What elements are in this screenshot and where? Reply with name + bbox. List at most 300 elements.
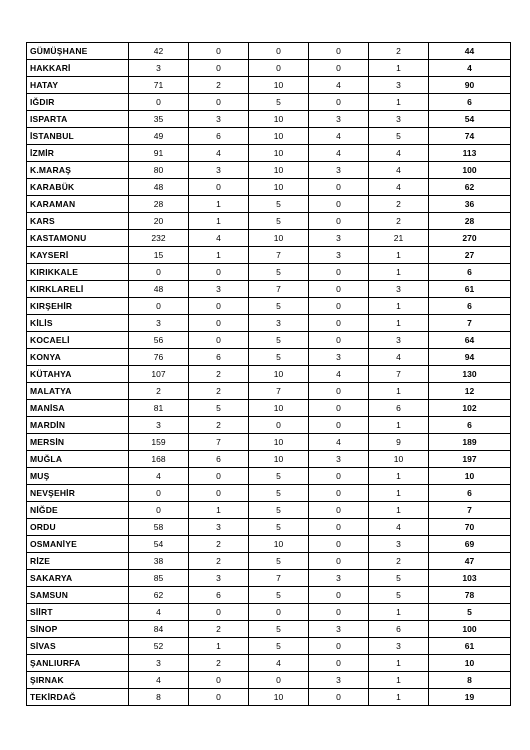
value-cell: 2: [369, 213, 429, 230]
value-cell: 62: [129, 587, 189, 604]
value-cell: 2: [189, 417, 249, 434]
value-cell: 35: [129, 111, 189, 128]
total-cell: 78: [429, 587, 511, 604]
value-cell: 0: [309, 179, 369, 196]
table-row: [27, 621, 511, 638]
value-cell: 0: [189, 672, 249, 689]
value-cell: 3: [129, 60, 189, 77]
province-name-cell: İSTANBUL: [27, 128, 129, 145]
value-cell: 0: [249, 417, 309, 434]
table-row: [27, 77, 511, 94]
province-name-cell: KASTAMONU: [27, 230, 129, 247]
total-cell: 47: [429, 553, 511, 570]
value-cell: 6: [189, 349, 249, 366]
table-row: [27, 230, 511, 247]
province-name-cell: MUŞ: [27, 468, 129, 485]
province-name-cell: ISPARTA: [27, 111, 129, 128]
value-cell: 2: [189, 621, 249, 638]
value-cell: 1: [369, 94, 429, 111]
total-cell: 6: [429, 298, 511, 315]
value-cell: 3: [309, 621, 369, 638]
province-name-cell: KIRŞEHİR: [27, 298, 129, 315]
value-cell: 0: [189, 43, 249, 60]
province-name-cell: IĞDIR: [27, 94, 129, 111]
province-name-cell: SİİRT: [27, 604, 129, 621]
province-name-cell: KAYSERİ: [27, 247, 129, 264]
value-cell: 48: [129, 179, 189, 196]
value-cell: 3: [189, 570, 249, 587]
value-cell: 4: [309, 366, 369, 383]
value-cell: 0: [249, 672, 309, 689]
value-cell: 48: [129, 281, 189, 298]
value-cell: 6: [369, 621, 429, 638]
value-cell: 9: [369, 434, 429, 451]
value-cell: 3: [189, 111, 249, 128]
table-row: [27, 434, 511, 451]
value-cell: 0: [309, 196, 369, 213]
province-name-cell: SİNOP: [27, 621, 129, 638]
value-cell: 3: [129, 315, 189, 332]
province-name-cell: MANİSA: [27, 400, 129, 417]
table-row: [27, 179, 511, 196]
total-cell: 6: [429, 94, 511, 111]
value-cell: 80: [129, 162, 189, 179]
table-row: [27, 145, 511, 162]
value-cell: 3: [369, 111, 429, 128]
table-row: [27, 60, 511, 77]
total-cell: 4: [429, 60, 511, 77]
value-cell: 5: [369, 587, 429, 604]
province-name-cell: GÜMÜŞHANE: [27, 43, 129, 60]
province-name-cell: ŞIRNAK: [27, 672, 129, 689]
province-name-cell: İZMİR: [27, 145, 129, 162]
value-cell: 5: [249, 298, 309, 315]
value-cell: 2: [189, 553, 249, 570]
total-cell: 10: [429, 655, 511, 672]
value-cell: 1: [369, 247, 429, 264]
total-cell: 12: [429, 383, 511, 400]
total-cell: 61: [429, 281, 511, 298]
value-cell: 4: [189, 145, 249, 162]
total-cell: 28: [429, 213, 511, 230]
total-cell: 54: [429, 111, 511, 128]
value-cell: 8: [129, 689, 189, 706]
value-cell: 4: [369, 145, 429, 162]
value-cell: 0: [309, 502, 369, 519]
table-row: [27, 332, 511, 349]
table-row: [27, 43, 511, 60]
table-row: [27, 519, 511, 536]
table-row: [27, 400, 511, 417]
value-cell: 5: [249, 587, 309, 604]
value-cell: 4: [309, 145, 369, 162]
value-cell: 3: [309, 247, 369, 264]
value-cell: 0: [129, 502, 189, 519]
province-name-cell: KARS: [27, 213, 129, 230]
value-cell: 2: [189, 655, 249, 672]
province-name-cell: TEKİRDAĞ: [27, 689, 129, 706]
total-cell: 189: [429, 434, 511, 451]
value-cell: 4: [369, 519, 429, 536]
value-cell: 3: [369, 77, 429, 94]
value-cell: 0: [249, 604, 309, 621]
table-row: [27, 468, 511, 485]
value-cell: 4: [129, 468, 189, 485]
province-name-cell: NİĞDE: [27, 502, 129, 519]
province-name-cell: KARAMAN: [27, 196, 129, 213]
table-row: [27, 604, 511, 621]
value-cell: 0: [189, 60, 249, 77]
value-cell: 0: [309, 417, 369, 434]
value-cell: 5: [249, 349, 309, 366]
value-cell: 1: [369, 502, 429, 519]
value-cell: 1: [189, 247, 249, 264]
value-cell: 3: [189, 281, 249, 298]
total-cell: 5: [429, 604, 511, 621]
total-cell: 113: [429, 145, 511, 162]
value-cell: 3: [189, 162, 249, 179]
value-cell: 91: [129, 145, 189, 162]
value-cell: 6: [189, 451, 249, 468]
value-cell: 0: [189, 468, 249, 485]
value-cell: 4: [369, 349, 429, 366]
value-cell: 3: [369, 332, 429, 349]
value-cell: 10: [249, 145, 309, 162]
value-cell: 4: [369, 179, 429, 196]
value-cell: 10: [249, 111, 309, 128]
value-cell: 0: [309, 468, 369, 485]
value-cell: 0: [189, 264, 249, 281]
value-cell: 10: [249, 536, 309, 553]
value-cell: 10: [249, 689, 309, 706]
table-body: [27, 43, 511, 706]
value-cell: 1: [189, 196, 249, 213]
value-cell: 4: [129, 604, 189, 621]
value-cell: 2: [189, 383, 249, 400]
value-cell: 0: [189, 298, 249, 315]
value-cell: 1: [369, 417, 429, 434]
value-cell: 1: [189, 638, 249, 655]
value-cell: 38: [129, 553, 189, 570]
total-cell: 102: [429, 400, 511, 417]
value-cell: 10: [249, 400, 309, 417]
value-cell: 0: [309, 332, 369, 349]
province-name-cell: OSMANİYE: [27, 536, 129, 553]
province-name-cell: KOCAELİ: [27, 332, 129, 349]
table-row: [27, 553, 511, 570]
province-name-cell: KIRIKKALE: [27, 264, 129, 281]
table-row: [27, 536, 511, 553]
table-row: [27, 638, 511, 655]
value-cell: 2: [369, 553, 429, 570]
value-cell: 0: [129, 94, 189, 111]
value-cell: 7: [249, 281, 309, 298]
table-row: [27, 264, 511, 281]
province-name-cell: KARABÜK: [27, 179, 129, 196]
value-cell: 7: [189, 434, 249, 451]
value-cell: 0: [309, 315, 369, 332]
table-row: [27, 587, 511, 604]
value-cell: 0: [309, 638, 369, 655]
value-cell: 0: [309, 43, 369, 60]
total-cell: 6: [429, 417, 511, 434]
value-cell: 5: [369, 128, 429, 145]
province-name-cell: NEVŞEHİR: [27, 485, 129, 502]
value-cell: 168: [129, 451, 189, 468]
table-row: [27, 502, 511, 519]
province-name-cell: MERSİN: [27, 434, 129, 451]
value-cell: 3: [309, 230, 369, 247]
value-cell: 5: [249, 502, 309, 519]
value-cell: 2: [189, 536, 249, 553]
value-cell: 0: [309, 604, 369, 621]
total-cell: 197: [429, 451, 511, 468]
total-cell: 10: [429, 468, 511, 485]
table-row: [27, 111, 511, 128]
value-cell: 85: [129, 570, 189, 587]
province-name-cell: MARDİN: [27, 417, 129, 434]
value-cell: 0: [309, 264, 369, 281]
value-cell: 5: [249, 264, 309, 281]
table-row: [27, 298, 511, 315]
total-cell: 19: [429, 689, 511, 706]
value-cell: 0: [309, 60, 369, 77]
table-row: [27, 94, 511, 111]
value-cell: 0: [189, 604, 249, 621]
province-name-cell: K.MARAŞ: [27, 162, 129, 179]
value-cell: 0: [189, 485, 249, 502]
value-cell: 6: [369, 400, 429, 417]
province-name-cell: HATAY: [27, 77, 129, 94]
value-cell: 0: [309, 587, 369, 604]
value-cell: 4: [249, 655, 309, 672]
value-cell: 10: [249, 451, 309, 468]
value-cell: 0: [249, 43, 309, 60]
value-cell: 2: [129, 383, 189, 400]
table-row: [27, 128, 511, 145]
value-cell: 0: [309, 655, 369, 672]
value-cell: 1: [369, 60, 429, 77]
value-cell: 3: [309, 162, 369, 179]
value-cell: 1: [189, 502, 249, 519]
value-cell: 3: [309, 451, 369, 468]
province-name-cell: KONYA: [27, 349, 129, 366]
total-cell: 8: [429, 672, 511, 689]
value-cell: 0: [309, 519, 369, 536]
value-cell: 0: [189, 315, 249, 332]
value-cell: 3: [249, 315, 309, 332]
value-cell: 10: [249, 434, 309, 451]
value-cell: 159: [129, 434, 189, 451]
value-cell: 1: [369, 689, 429, 706]
value-cell: 4: [309, 434, 369, 451]
value-cell: 0: [309, 94, 369, 111]
value-cell: 5: [249, 94, 309, 111]
value-cell: 5: [369, 570, 429, 587]
table-row: [27, 383, 511, 400]
total-cell: 6: [429, 485, 511, 502]
value-cell: 3: [369, 281, 429, 298]
value-cell: 7: [249, 247, 309, 264]
province-name-cell: ŞANLIURFA: [27, 655, 129, 672]
value-cell: 1: [369, 672, 429, 689]
province-name-cell: SİVAS: [27, 638, 129, 655]
total-cell: 61: [429, 638, 511, 655]
table-row: [27, 213, 511, 230]
value-cell: 232: [129, 230, 189, 247]
value-cell: 3: [369, 638, 429, 655]
table-row: [27, 247, 511, 264]
value-cell: 4: [189, 230, 249, 247]
value-cell: 6: [189, 587, 249, 604]
value-cell: 5: [249, 213, 309, 230]
value-cell: 5: [249, 519, 309, 536]
table-row: [27, 689, 511, 706]
value-cell: 3: [309, 111, 369, 128]
value-cell: 7: [249, 570, 309, 587]
value-cell: 42: [129, 43, 189, 60]
total-cell: 27: [429, 247, 511, 264]
total-cell: 44: [429, 43, 511, 60]
value-cell: 1: [369, 485, 429, 502]
value-cell: 4: [369, 162, 429, 179]
value-cell: 0: [189, 179, 249, 196]
value-cell: 5: [249, 621, 309, 638]
total-cell: 100: [429, 162, 511, 179]
value-cell: 0: [129, 264, 189, 281]
total-cell: 130: [429, 366, 511, 383]
total-cell: 6: [429, 264, 511, 281]
value-cell: 15: [129, 247, 189, 264]
value-cell: 10: [249, 162, 309, 179]
total-cell: 7: [429, 315, 511, 332]
value-cell: 5: [249, 332, 309, 349]
value-cell: 54: [129, 536, 189, 553]
value-cell: 5: [249, 553, 309, 570]
value-cell: 3: [309, 349, 369, 366]
province-name-cell: KIRKLARELİ: [27, 281, 129, 298]
total-cell: 100: [429, 621, 511, 638]
province-name-cell: KÜTAHYA: [27, 366, 129, 383]
value-cell: 10: [249, 366, 309, 383]
value-cell: 3: [129, 417, 189, 434]
table-row: [27, 349, 511, 366]
table-row: [27, 196, 511, 213]
value-cell: 0: [309, 213, 369, 230]
value-cell: 0: [309, 400, 369, 417]
value-cell: 1: [369, 298, 429, 315]
value-cell: 1: [369, 655, 429, 672]
province-name-cell: MALATYA: [27, 383, 129, 400]
total-cell: 62: [429, 179, 511, 196]
value-cell: 49: [129, 128, 189, 145]
province-name-cell: KİLİS: [27, 315, 129, 332]
value-cell: 10: [249, 230, 309, 247]
value-cell: 0: [309, 536, 369, 553]
value-cell: 21: [369, 230, 429, 247]
value-cell: 3: [129, 655, 189, 672]
total-cell: 70: [429, 519, 511, 536]
table-row: [27, 315, 511, 332]
value-cell: 1: [369, 315, 429, 332]
value-cell: 0: [129, 485, 189, 502]
value-cell: 0: [189, 689, 249, 706]
table-row: [27, 281, 511, 298]
value-cell: 28: [129, 196, 189, 213]
value-cell: 2: [189, 77, 249, 94]
table-row: [27, 655, 511, 672]
value-cell: 0: [309, 485, 369, 502]
province-name-cell: MUĞLA: [27, 451, 129, 468]
total-cell: 64: [429, 332, 511, 349]
value-cell: 10: [249, 128, 309, 145]
value-cell: 76: [129, 349, 189, 366]
value-cell: 0: [309, 281, 369, 298]
province-name-cell: HAKKARİ: [27, 60, 129, 77]
value-cell: 81: [129, 400, 189, 417]
value-cell: 10: [369, 451, 429, 468]
value-cell: 0: [129, 298, 189, 315]
value-cell: 7: [249, 383, 309, 400]
value-cell: 10: [249, 77, 309, 94]
table-row: [27, 485, 511, 502]
value-cell: 0: [309, 298, 369, 315]
value-cell: 2: [189, 366, 249, 383]
table-row: [27, 366, 511, 383]
value-cell: 5: [249, 485, 309, 502]
value-cell: 1: [369, 604, 429, 621]
value-cell: 6: [189, 128, 249, 145]
total-cell: 69: [429, 536, 511, 553]
table-row: [27, 451, 511, 468]
value-cell: 2: [369, 43, 429, 60]
value-cell: 107: [129, 366, 189, 383]
value-cell: 0: [249, 60, 309, 77]
table-row: [27, 162, 511, 179]
value-cell: 0: [309, 553, 369, 570]
value-cell: 3: [309, 672, 369, 689]
total-cell: 94: [429, 349, 511, 366]
value-cell: 84: [129, 621, 189, 638]
value-cell: 5: [189, 400, 249, 417]
table-row: [27, 570, 511, 587]
value-cell: 1: [369, 383, 429, 400]
value-cell: 71: [129, 77, 189, 94]
value-cell: 1: [189, 213, 249, 230]
value-cell: 5: [249, 638, 309, 655]
value-cell: 4: [309, 128, 369, 145]
value-cell: 5: [249, 196, 309, 213]
value-cell: 56: [129, 332, 189, 349]
value-cell: 3: [189, 519, 249, 536]
province-name-cell: RİZE: [27, 553, 129, 570]
province-table: [26, 42, 511, 706]
table-row: [27, 417, 511, 434]
value-cell: 1: [369, 468, 429, 485]
value-cell: 5: [249, 468, 309, 485]
total-cell: 90: [429, 77, 511, 94]
province-name-cell: SAMSUN: [27, 587, 129, 604]
value-cell: 3: [369, 536, 429, 553]
value-cell: 2: [369, 196, 429, 213]
value-cell: 0: [309, 383, 369, 400]
value-cell: 0: [189, 332, 249, 349]
total-cell: 36: [429, 196, 511, 213]
value-cell: 20: [129, 213, 189, 230]
province-name-cell: SAKARYA: [27, 570, 129, 587]
value-cell: 7: [369, 366, 429, 383]
total-cell: 103: [429, 570, 511, 587]
